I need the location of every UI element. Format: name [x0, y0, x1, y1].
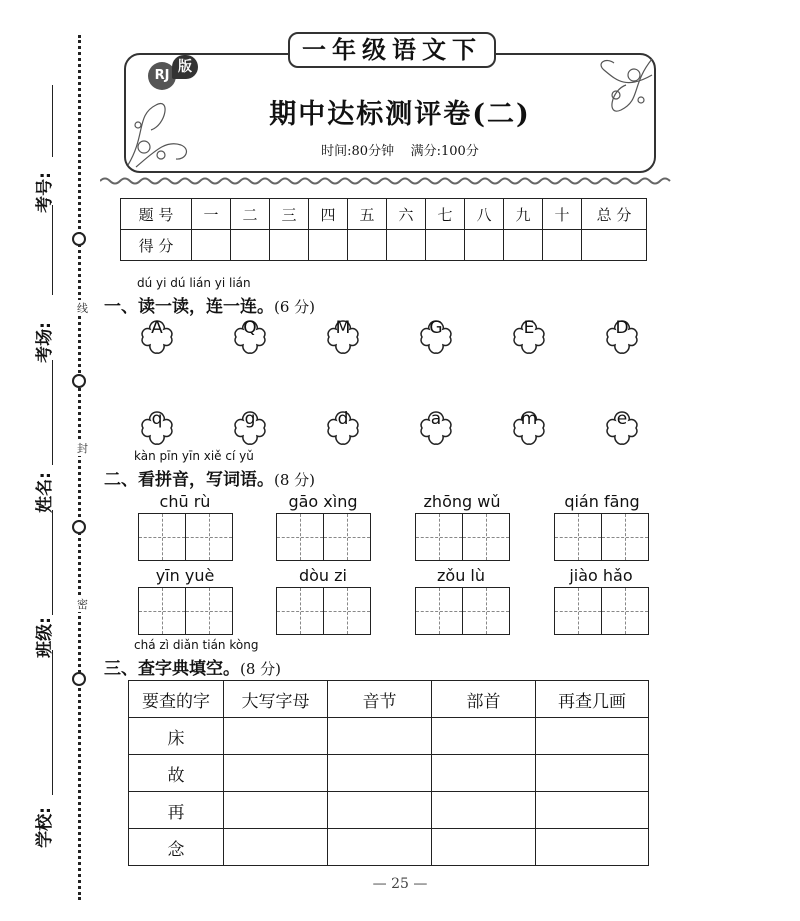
section2-pinyin: kàn pīn yīn xiě cí yǔ — [134, 449, 254, 463]
tian-grid[interactable] — [554, 513, 649, 561]
dict-answer-cell[interactable] — [224, 755, 328, 792]
score-cell[interactable] — [387, 230, 426, 261]
section3-title: 三、查字典填空。 — [104, 659, 240, 679]
label-xuexiao: 学校: — [34, 807, 55, 848]
uppercase-letter: M — [335, 318, 351, 338]
dict-answer-cell[interactable] — [536, 792, 649, 829]
section2-title: 二、看拼音，写词语。 — [104, 470, 274, 490]
dict-answer-cell[interactable] — [432, 792, 536, 829]
score-col: 三 — [270, 199, 309, 230]
section1-score: (6 分) — [274, 298, 316, 316]
word-pinyin: chū rù — [159, 492, 211, 511]
score-total-label: 总 分 — [582, 199, 647, 230]
uppercase-letter-flower[interactable] — [603, 318, 641, 356]
dict-header: 要查的字 — [129, 681, 224, 718]
section1-pinyin: dú yi dú lián yi lián — [137, 276, 251, 290]
dictionary-table — [128, 680, 649, 866]
dict-char: 床 — [129, 718, 224, 755]
page-number: — 25 — — [372, 876, 428, 892]
kaochang-line[interactable] — [52, 205, 53, 295]
score-row-label: 题 号 — [121, 199, 192, 230]
score-cell[interactable] — [543, 230, 582, 261]
score-cell[interactable] — [426, 230, 465, 261]
lowercase-letter: a — [430, 409, 442, 429]
score-col: 十 — [543, 199, 582, 230]
binding-hole — [72, 374, 86, 388]
score-total-cell[interactable] — [582, 230, 647, 261]
score-row-label: 得 分 — [121, 230, 192, 261]
xingming-line[interactable] — [52, 360, 53, 465]
score-cell[interactable] — [192, 230, 231, 261]
word-pinyin: jiào hǎo — [569, 566, 633, 585]
dict-answer-cell[interactable] — [328, 792, 432, 829]
uppercase-letter-flower[interactable] — [417, 318, 455, 356]
seal-feng: 封 — [77, 442, 88, 455]
dict-answer-cell[interactable] — [536, 829, 649, 866]
score-col: 四 — [309, 199, 348, 230]
dict-answer-cell[interactable] — [328, 755, 432, 792]
lowercase-letter-flower[interactable] — [138, 409, 176, 447]
uppercase-letter-flower[interactable] — [324, 318, 362, 356]
wave-divider — [100, 176, 674, 186]
tian-grid[interactable] — [138, 513, 233, 561]
tian-grid[interactable] — [554, 587, 649, 635]
section2-heading — [104, 465, 315, 490]
seal-xian: 线 — [77, 302, 88, 315]
uppercase-letter: G — [429, 318, 443, 338]
lowercase-letter-flower[interactable] — [603, 409, 641, 447]
score-header-row — [121, 199, 647, 230]
dict-answer-cell[interactable] — [328, 829, 432, 866]
word-pinyin: gāo xìng — [288, 492, 358, 511]
word-pinyin: qián fāng — [564, 492, 640, 511]
tian-grid[interactable] — [276, 587, 371, 635]
dict-header: 再查几画 — [536, 681, 649, 718]
uppercase-letter: E — [523, 318, 535, 338]
lowercase-letter-flower[interactable] — [510, 409, 548, 447]
section1-heading — [104, 292, 315, 317]
dict-answer-cell[interactable] — [432, 829, 536, 866]
binding-hole — [72, 520, 86, 534]
score-cell[interactable] — [231, 230, 270, 261]
dict-answer-cell[interactable] — [224, 829, 328, 866]
tian-grid[interactable] — [415, 587, 510, 635]
dict-answer-cell[interactable] — [432, 755, 536, 792]
section2-score: (8 分) — [274, 471, 316, 489]
lowercase-letter-flower[interactable] — [417, 409, 455, 447]
dict-row — [129, 829, 649, 866]
dict-header: 部首 — [432, 681, 536, 718]
exam-time: 时间:80分钟 — [321, 144, 395, 159]
dict-answer-cell[interactable] — [224, 792, 328, 829]
lowercase-letter: q — [151, 409, 163, 429]
tian-grid[interactable] — [415, 513, 510, 561]
exam-title: 期中达标测评卷(二) — [269, 99, 531, 130]
dict-answer-cell[interactable] — [536, 755, 649, 792]
binding-hole — [72, 672, 86, 686]
rj-badge: RJ — [148, 62, 176, 90]
score-col: 七 — [426, 199, 465, 230]
binding-hole — [72, 232, 86, 246]
score-col: 六 — [387, 199, 426, 230]
dict-row — [129, 792, 649, 829]
dict-row — [129, 755, 649, 792]
exam-meta — [0, 140, 800, 159]
uppercase-letter-flower[interactable] — [138, 318, 176, 356]
score-cell[interactable] — [504, 230, 543, 261]
label-xingming: 姓名: — [34, 472, 55, 513]
section3-heading — [104, 654, 281, 679]
lowercase-letter-flower[interactable] — [231, 409, 269, 447]
exam-full-score: 满分:100分 — [410, 144, 479, 159]
lowercase-letter: d — [337, 409, 349, 429]
uppercase-letter-flower[interactable] — [231, 318, 269, 356]
edition-badge: 版 — [172, 55, 198, 79]
dict-char: 故 — [129, 755, 224, 792]
score-col: 二 — [231, 199, 270, 230]
word-pinyin: zǒu lù — [437, 566, 485, 585]
dict-header: 音节 — [328, 681, 432, 718]
score-col: 九 — [504, 199, 543, 230]
tian-grid[interactable] — [138, 587, 233, 635]
dict-row — [129, 718, 649, 755]
score-col: 五 — [348, 199, 387, 230]
dict-header-row — [129, 681, 649, 718]
score-cell[interactable] — [309, 230, 348, 261]
lowercase-letter: e — [616, 409, 628, 429]
label-kaohao: 考号: — [34, 172, 55, 213]
tian-grid[interactable] — [276, 513, 371, 561]
xuexiao-line[interactable] — [52, 650, 53, 795]
dict-answer-cell[interactable] — [328, 718, 432, 755]
word-pinyin: zhōng wǔ — [423, 492, 501, 511]
word-pinyin: dòu zi — [298, 566, 347, 585]
score-col: 一 — [192, 199, 231, 230]
uppercase-letter: D — [615, 318, 629, 338]
dict-answer-cell[interactable] — [224, 718, 328, 755]
lowercase-letter-flower[interactable] — [324, 409, 362, 447]
section1-title: 一、读一读，连一连。 — [104, 297, 274, 317]
score-table — [120, 198, 647, 261]
dict-header: 大写字母 — [224, 681, 328, 718]
uppercase-letter-flower[interactable] — [510, 318, 548, 356]
score-value-row — [121, 230, 647, 261]
word-pinyin: yīn yuè — [155, 566, 215, 585]
label-banji: 班级: — [34, 617, 55, 658]
dict-answer-cell[interactable] — [536, 718, 649, 755]
uppercase-letter: Q — [243, 318, 257, 338]
lowercase-letter: g — [244, 409, 256, 429]
dict-char: 念 — [129, 829, 224, 866]
lowercase-letter: m — [520, 409, 538, 429]
dict-char: 再 — [129, 792, 224, 829]
score-cell[interactable] — [465, 230, 504, 261]
banji-line[interactable] — [52, 510, 53, 615]
section3-score: (8 分) — [240, 660, 282, 678]
score-cell[interactable] — [348, 230, 387, 261]
binding-dotted-line — [78, 35, 81, 900]
uppercase-letter: A — [151, 318, 163, 338]
seal-mi: 密 — [77, 598, 88, 611]
label-kaochang: 考场: — [34, 322, 55, 363]
dict-answer-cell[interactable] — [432, 718, 536, 755]
score-cell[interactable] — [270, 230, 309, 261]
score-col: 八 — [465, 199, 504, 230]
grade-title: 一年级语文下 — [288, 32, 496, 68]
section3-pinyin: chá zì diǎn tián kòng — [134, 638, 259, 652]
